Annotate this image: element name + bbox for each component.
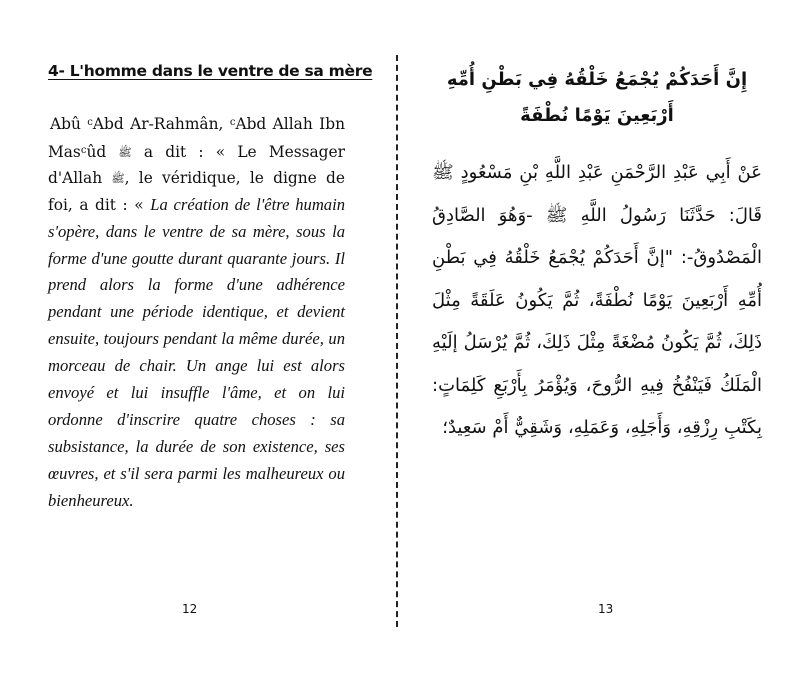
intro-part-4: ûd <box>86 142 119 161</box>
intro-part-2: Abd Ar-Rahmân, <box>92 115 230 133</box>
french-text <box>48 110 345 515</box>
page-divider <box>396 55 398 627</box>
left-page <box>48 62 373 515</box>
hadith-text: La création de l'être humain s'opère, dans le ventre de sa mère, sous la forme d'une goutte durant quarante jours. Il prend alors la forme d'une adhérence pendant une période identique, et devient ensuite, toujours pendant la même durée, un morceau de chair. Un ange lui est alors envoyé et lui insuffle l'âme, et on lui ordonne d'inscrire quatre choses : sa subsistance, la durée de son existence, ses œuvres, et s'il sera parmi les malheureux ou bienheureux. <box>48 194 346 510</box>
intro-part-6: , le véridique, le digne de foi, a dit : « <box>48 168 345 214</box>
arabic-text: عَنْ أَبِي عَبْدِ الرَّحْمَنِ عَبْدِ اللَّهِ بْنِ مَسْعُودٍ ﷺ قَالَ: حَدَّثَنَا رَسُولُ اللَّهِ ﷺ -وَهُوَ الصَّادِقُ الْمَصْدُوقُ-: "إنَّ أَحَدَكُمْ يُجْمَعُ خَلْقُهُ فِي بَطْنِ أُمِّهِ أَرْبَعِينَ يَوْمًا نُطْفَةً، ثُمَّ يَكُونُ عَلَقَةً مِثْلَ ذَلِكَ، ثُمَّ يَكُونُ مُضْغَةً مِثْلَ ذَلِكَ، ثُمَّ يُرْسَلُ إلَيْهِ الْمَلَكُ فَيَنْفُخُ فِيهِ الرُّوحَ، وَيُؤْمَرُ بِأَرْبَعِ كَلِمَاتٍ: بِكَتْبِ رِزْقِهِ، وَأَجَلِهِ، وَعَمَلِهِ، وَشَقِيٌّ أَمْ سَعِيدٌ؛ <box>432 162 762 438</box>
intro-part-1: Abû <box>50 115 88 133</box>
chapter-title: 4- L'homme dans le ventre de sa mère <box>48 62 373 80</box>
ayn-mark-3: c <box>80 144 87 156</box>
intro-part-3: Abd Allah Ibn Mas <box>48 115 345 161</box>
right-page <box>432 62 762 450</box>
arabic-title: إِنَّ أَحَدَكُمْ يُجْمَعُ خَلْقُهُ فِي بَطْنِ أُمِّهِ أَرْبَعِينَ يَوْمًا نُطْفَةً <box>446 69 748 126</box>
page-number-left: 12 <box>182 602 198 616</box>
honorific-icon: ﷺ <box>118 145 132 159</box>
ayn-mark-2: c <box>229 117 236 128</box>
page-number-right: 13 <box>598 602 614 616</box>
honorific-icon: ﷺ <box>111 171 125 185</box>
ayn-mark-1: c <box>87 117 93 128</box>
intro-part-5: a dit : « Le Messager d'Allah <box>48 142 345 187</box>
